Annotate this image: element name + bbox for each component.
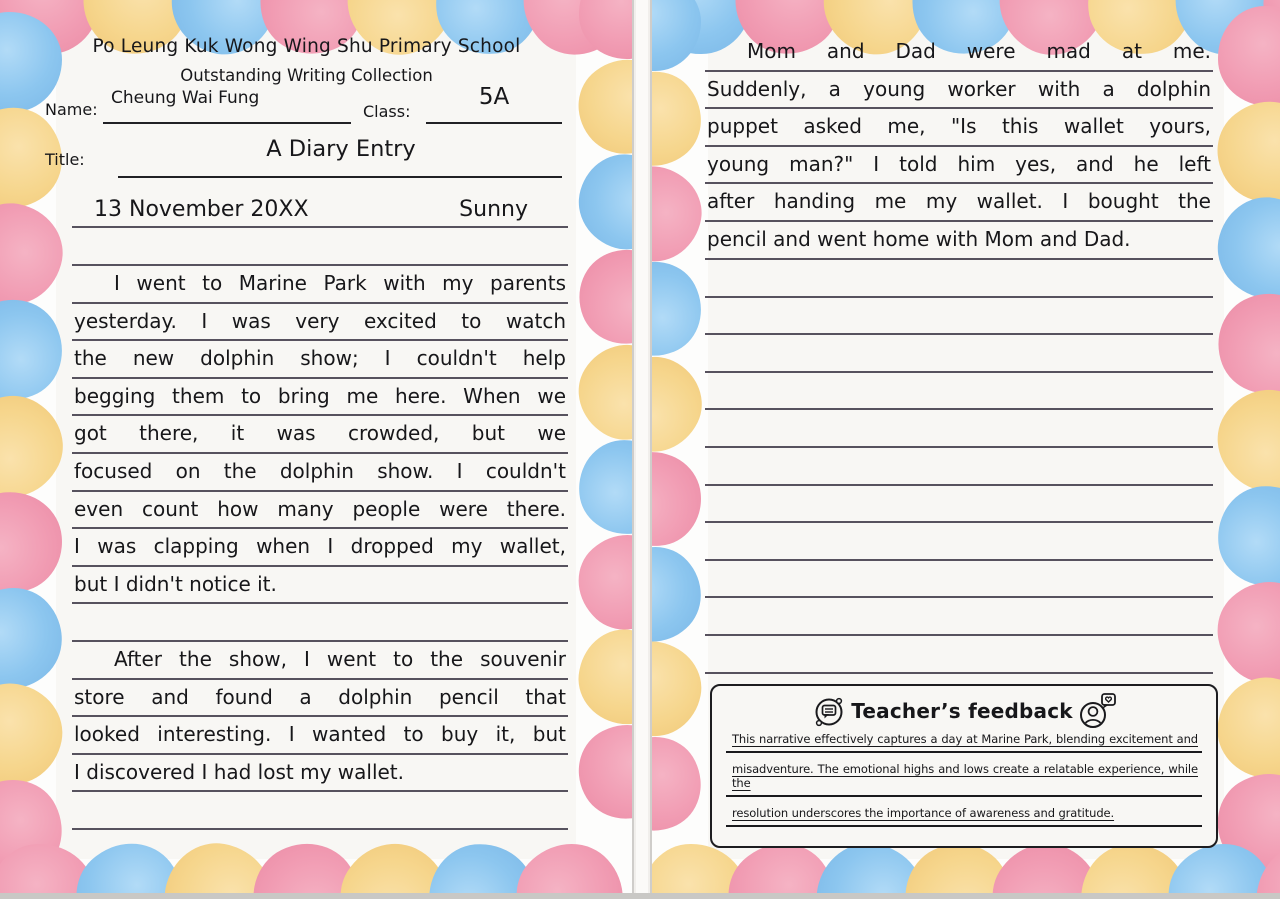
title-underline <box>118 176 562 178</box>
text-line: Suddenly, a young worker with a dolphin <box>705 72 1213 110</box>
text-line: after handing me my wallet. I bought the <box>705 184 1213 222</box>
class-value: 5A <box>478 84 510 110</box>
blank-ruled-line <box>72 228 568 266</box>
blank-line-group <box>72 604 568 642</box>
text-line: got there, it was crowded, but we <box>72 416 568 454</box>
text-line: misadventure. The emotional highs and lows create a relatable experience, while the <box>726 762 1202 797</box>
blank-ruled-line <box>705 335 1213 373</box>
blank-ruled-line <box>705 260 1213 298</box>
text-line: Mom and Dad were mad at me. <box>705 34 1213 72</box>
blank-ruled-line <box>705 448 1213 486</box>
blank-ruled-line <box>705 561 1213 599</box>
chat-bubble-icon <box>809 691 849 731</box>
blank-ruled-line <box>72 792 568 830</box>
blank-ruled-line <box>705 598 1213 636</box>
title-label: Title: <box>45 150 85 169</box>
blank-ruled-line <box>705 410 1213 448</box>
student-name: Cheung Wai Fung <box>111 88 260 108</box>
class-underline <box>426 122 562 124</box>
text-line: even count how many people were there. <box>72 492 568 530</box>
text-line: resolution underscores the importance of awareness and gratitude. <box>726 806 1202 827</box>
paragraph-2 <box>72 642 568 792</box>
feedback-title: Teacher’s feedback <box>851 699 1073 723</box>
person-feedback-icon <box>1075 690 1119 732</box>
text-line: After the show, I went to the souvenir <box>72 642 568 680</box>
blank-line-group <box>705 260 1213 674</box>
text-line: but I didn't notice it. <box>72 567 568 605</box>
blank-ruled-line <box>705 486 1213 524</box>
date-text: 13 November 20XX <box>94 197 309 222</box>
paragraph-3 <box>705 34 1213 260</box>
feedback-title-row <box>726 690 1202 732</box>
blank-ruled-line <box>705 636 1213 674</box>
weather-text: Sunny <box>459 197 528 222</box>
page-gap-divider <box>632 0 652 899</box>
diary-page-1 <box>0 0 632 899</box>
blank-ruled-line <box>72 604 568 642</box>
page-header <box>45 34 568 184</box>
blank-ruled-line <box>705 523 1213 561</box>
text-line: store and found a dolphin pencil that <box>72 680 568 718</box>
text-line: young man?" I told him yes, and he left <box>705 147 1213 185</box>
text-line: puppet asked me, "Is this wallet yours, <box>705 109 1213 147</box>
school-name: Po Leung Kuk Wong Wing Shu Primary School <box>92 36 521 57</box>
collection-title: Outstanding Writing Collection <box>180 66 433 85</box>
window-bottom-edge <box>0 893 1280 899</box>
diary-page-2 <box>652 0 1280 899</box>
text-line: I went to Marine Park with my parents <box>72 266 568 304</box>
teacher-feedback-box <box>710 684 1218 848</box>
text-line: I was clapping when I dropped my wallet, <box>72 529 568 567</box>
blank-line-group <box>72 792 568 830</box>
essay-title: A Diary Entry <box>266 136 416 162</box>
feedback-lines <box>726 732 1202 827</box>
name-label: Name: <box>45 100 98 119</box>
blank-line-group <box>72 228 568 266</box>
text-line: looked interesting. I wanted to buy it, but <box>72 717 568 755</box>
paragraph-1 <box>72 266 568 604</box>
name-underline <box>103 122 351 124</box>
class-label: Class: <box>363 102 411 121</box>
blank-ruled-line <box>705 298 1213 336</box>
text-line: begging them to bring me here. When we <box>72 379 568 417</box>
text-line: pencil and went home with Mom and Dad. <box>705 222 1213 260</box>
text-line: This narrative effectively captures a day at Marine Park, blending excitement and <box>726 732 1202 753</box>
text-line: I discovered I had lost my wallet. <box>72 755 568 793</box>
date-weather-row <box>72 190 568 228</box>
text-line: the new dolphin show; I couldn't help <box>72 341 568 379</box>
text-line: focused on the dolphin show. I couldn't <box>72 454 568 492</box>
text-line: yesterday. I was very excited to watch <box>72 304 568 342</box>
blank-ruled-line <box>705 373 1213 411</box>
